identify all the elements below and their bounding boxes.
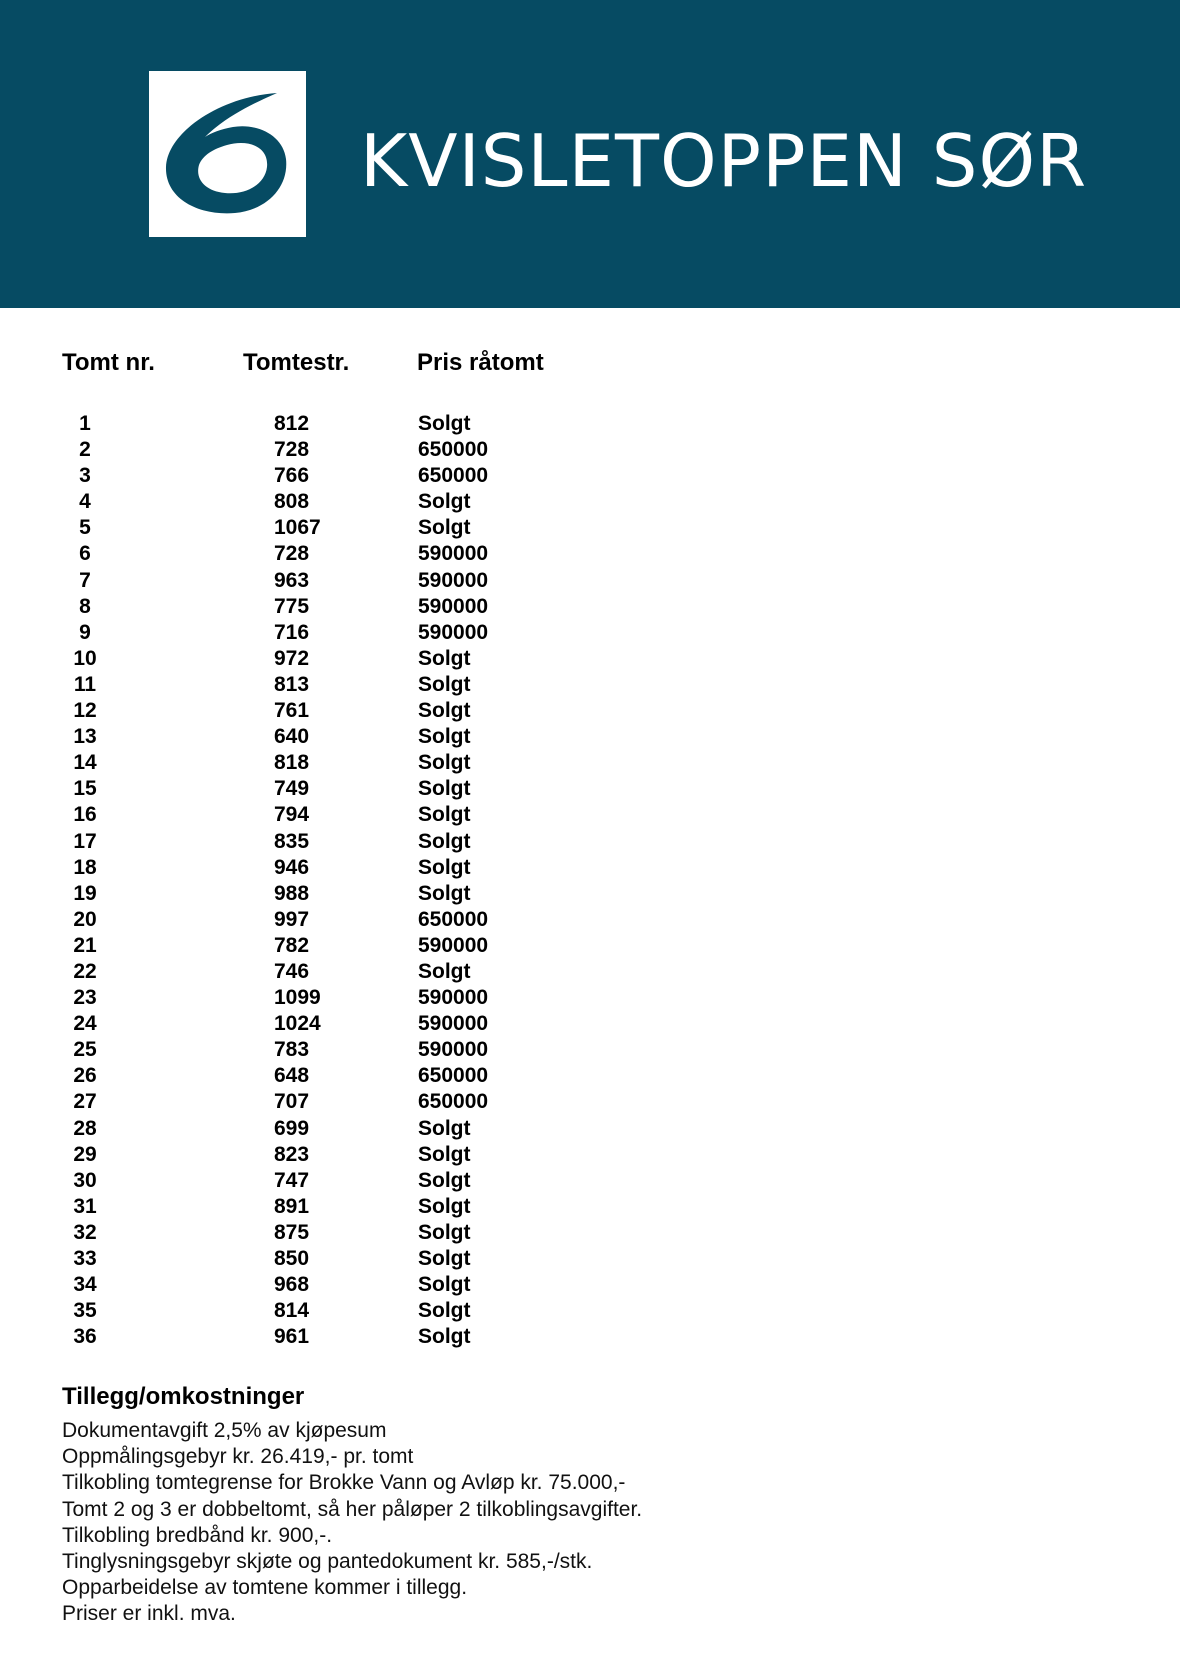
plot-number-cell: 3 [79, 464, 91, 488]
price-cell: 590000 [418, 542, 489, 566]
table-row [0, 802, 700, 828]
plot-number-cell: 30 [73, 1168, 97, 1192]
price-cell: Solgt [418, 725, 471, 749]
plot-size-cell: 818 [274, 751, 310, 775]
table-row [0, 776, 700, 802]
price-cell: 590000 [418, 1038, 489, 1062]
plot-number-cell: 26 [73, 1064, 97, 1088]
table-row [0, 933, 700, 959]
plot-number-cell: 15 [73, 777, 97, 801]
plot-size-cell: 835 [274, 829, 310, 853]
plot-number-cell: 2 [79, 438, 91, 462]
price-cell: Solgt [418, 412, 471, 435]
table-row [0, 646, 700, 672]
plot-number-cell: 4 [79, 490, 91, 514]
price-cell: Solgt [418, 1194, 471, 1218]
table-row [0, 724, 700, 750]
plot-number-cell: 12 [73, 699, 97, 723]
table-row [0, 620, 700, 646]
plot-size-cell: 968 [274, 1273, 310, 1297]
plot-size-cell: 875 [274, 1220, 310, 1244]
price-cell: 590000 [418, 1012, 489, 1036]
plot-number-cell: 8 [79, 594, 91, 618]
table-row [0, 959, 700, 985]
plot-size-cell: 640 [274, 725, 310, 749]
plot-number-cell: 36 [73, 1325, 97, 1349]
price-cell: Solgt [418, 1273, 471, 1297]
table-row [0, 1089, 700, 1115]
table-row [0, 437, 700, 463]
table-row [0, 515, 700, 541]
plot-size-cell: 812 [274, 412, 310, 435]
plot-number-cell: 35 [73, 1299, 97, 1323]
plot-size-cell: 1067 [274, 516, 321, 540]
plot-number-cell: 28 [73, 1116, 97, 1140]
table-row [0, 855, 700, 881]
price-cell: 650000 [418, 1064, 489, 1088]
extras-line: Tilkobling bredbånd kr. 900,-. [62, 1523, 333, 1547]
plot-size-cell: 997 [274, 907, 310, 931]
plot-number-cell: 21 [73, 933, 97, 957]
extras-line: Priser er inkl. mva. [62, 1602, 236, 1626]
plot-size-cell: 782 [274, 933, 310, 957]
plot-size-cell: 747 [274, 1168, 310, 1192]
plot-number-cell: 20 [73, 907, 97, 931]
plot-size-cell: 775 [274, 594, 310, 618]
table-row [0, 881, 700, 907]
table-row [0, 750, 700, 776]
extras-line: Dokumentavgift 2,5% av kjøpesum [62, 1419, 387, 1442]
price-cell: Solgt [418, 1220, 471, 1244]
plot-size-cell: 961 [274, 1325, 310, 1349]
extras-line: Tilkobling tomtegrense for Brokke Vann og Avløp kr. 75.000,- [62, 1471, 626, 1495]
table-row [0, 1063, 700, 1089]
table-row [0, 541, 700, 567]
price-cell: Solgt [418, 1247, 471, 1270]
table-row [0, 463, 700, 489]
plot-size-cell: 728 [274, 542, 310, 566]
column-header-plot-size: Tomtestr. [243, 349, 350, 376]
plot-size-cell: 783 [274, 1038, 310, 1062]
price-cell: Solgt [418, 829, 471, 853]
plot-size-cell: 1024 [274, 1012, 321, 1036]
table-row [0, 1246, 700, 1272]
plot-number-cell: 22 [73, 959, 97, 983]
plot-number-cell: 9 [79, 620, 91, 644]
price-cell: 650000 [418, 1090, 489, 1114]
plot-number-cell: 14 [73, 751, 97, 775]
swirl-logo-icon [149, 71, 306, 237]
price-cell: 650000 [418, 907, 489, 931]
price-cell: Solgt [418, 672, 471, 696]
plot-size-cell: 963 [274, 568, 310, 592]
price-cell: Solgt [418, 646, 471, 670]
plot-number-cell: 10 [73, 646, 97, 670]
plot-number-cell: 13 [73, 725, 97, 749]
plot-size-cell: 707 [274, 1090, 310, 1114]
price-cell: Solgt [418, 777, 471, 801]
price-cell: Solgt [418, 1325, 471, 1349]
header-banner [0, 0, 1180, 308]
table-row [0, 672, 700, 698]
price-cell: Solgt [418, 751, 471, 775]
column-header-plot-number: Tomt nr. [62, 349, 155, 376]
price-cell: 590000 [418, 933, 489, 957]
plot-size-cell: 648 [274, 1064, 310, 1088]
table-row [0, 1011, 700, 1037]
table-row [0, 1298, 700, 1324]
plot-size-cell: 749 [274, 777, 310, 801]
price-cell: Solgt [418, 490, 471, 514]
plot-number-cell: 24 [73, 1012, 97, 1036]
table-row [0, 1194, 700, 1220]
plot-size-cell: 988 [274, 881, 310, 905]
plot-number-cell: 5 [79, 516, 91, 540]
plot-number-cell: 16 [73, 803, 97, 827]
extras-line: Tomt 2 og 3 er dobbeltomt, så her påløper 2 tilkoblingsavgifter. [62, 1497, 643, 1521]
plot-number-cell: 27 [73, 1090, 97, 1114]
plot-size-cell: 891 [274, 1194, 310, 1218]
price-cell: Solgt [418, 516, 471, 540]
price-cell: Solgt [418, 959, 471, 983]
price-cell: 590000 [418, 568, 489, 592]
extras-line: Opparbeidelse av tomtene kommer i tillegg. [62, 1576, 468, 1600]
plot-size-cell: 808 [274, 490, 310, 514]
price-cell: Solgt [418, 699, 471, 723]
price-cell: Solgt [418, 1168, 471, 1192]
plot-number-cell: 11 [73, 672, 97, 696]
plot-number-cell: 32 [73, 1220, 97, 1244]
plot-number-cell: 7 [79, 568, 91, 592]
table-row [0, 907, 700, 933]
plot-size-cell: 746 [274, 959, 310, 983]
plot-size-cell: 823 [274, 1142, 310, 1166]
project-title: KVISLETOPPEN SØR [360, 119, 1088, 203]
plot-size-cell: 946 [274, 855, 310, 879]
price-cell: 590000 [418, 594, 489, 618]
plot-size-cell: 813 [274, 672, 310, 696]
plot-size-cell: 972 [274, 646, 310, 670]
table-row [0, 1220, 700, 1246]
plot-size-cell: 716 [274, 620, 310, 644]
extras-heading: Tillegg/omkostninger [62, 1383, 305, 1410]
plot-number-cell: 19 [73, 881, 97, 905]
price-cell: Solgt [418, 1116, 471, 1140]
extras-line: Tinglysningsgebyr skjøte og pantedokument kr. 585,-/stk. [62, 1550, 593, 1574]
table-row [0, 698, 700, 724]
plot-size-cell: 699 [274, 1116, 310, 1140]
table-row [0, 489, 700, 515]
table-row [0, 594, 700, 620]
table-row [0, 1116, 700, 1142]
table-row [0, 829, 700, 855]
price-cell: 650000 [418, 464, 489, 488]
price-cell: 590000 [418, 986, 489, 1010]
logo [149, 71, 306, 237]
plot-number-cell: 34 [73, 1273, 97, 1297]
plot-size-cell: 728 [274, 438, 310, 462]
price-cell: 590000 [418, 620, 489, 644]
table-row [0, 1142, 700, 1168]
price-cell: Solgt [418, 1299, 471, 1323]
plot-number-cell: 23 [73, 986, 97, 1010]
price-cell: Solgt [418, 855, 471, 879]
plot-size-cell: 1099 [274, 986, 321, 1010]
extras-line: Oppmålingsgebyr kr. 26.419,- pr. tomt [62, 1445, 414, 1469]
price-cell: Solgt [418, 803, 471, 827]
price-cell: Solgt [418, 1142, 471, 1166]
price-cell: Solgt [418, 881, 471, 905]
table-row [0, 411, 700, 437]
plot-number-cell: 18 [73, 855, 97, 879]
table-row [0, 1037, 700, 1063]
plot-size-cell: 850 [274, 1247, 310, 1270]
plot-number-cell: 31 [73, 1194, 97, 1218]
plot-size-cell: 761 [274, 699, 310, 723]
column-header-price: Pris råtomt [417, 349, 544, 376]
table-row [0, 568, 700, 594]
plot-size-cell: 794 [274, 803, 310, 827]
extras-list [62, 1418, 642, 1628]
plot-size-cell: 814 [274, 1299, 310, 1323]
table-row [0, 985, 700, 1011]
plot-number-cell: 29 [73, 1142, 97, 1166]
table-row [0, 1272, 700, 1298]
plot-number-cell: 6 [79, 542, 91, 566]
plot-number-cell: 25 [73, 1038, 97, 1062]
plot-size-cell: 766 [274, 464, 310, 488]
price-cell: 650000 [418, 438, 489, 462]
plot-number-cell: 1 [79, 412, 91, 435]
table-row [0, 1168, 700, 1194]
plot-number-cell: 33 [73, 1247, 97, 1270]
table-row [0, 1324, 700, 1350]
plot-table [0, 411, 700, 1350]
plot-number-cell: 17 [73, 829, 97, 853]
